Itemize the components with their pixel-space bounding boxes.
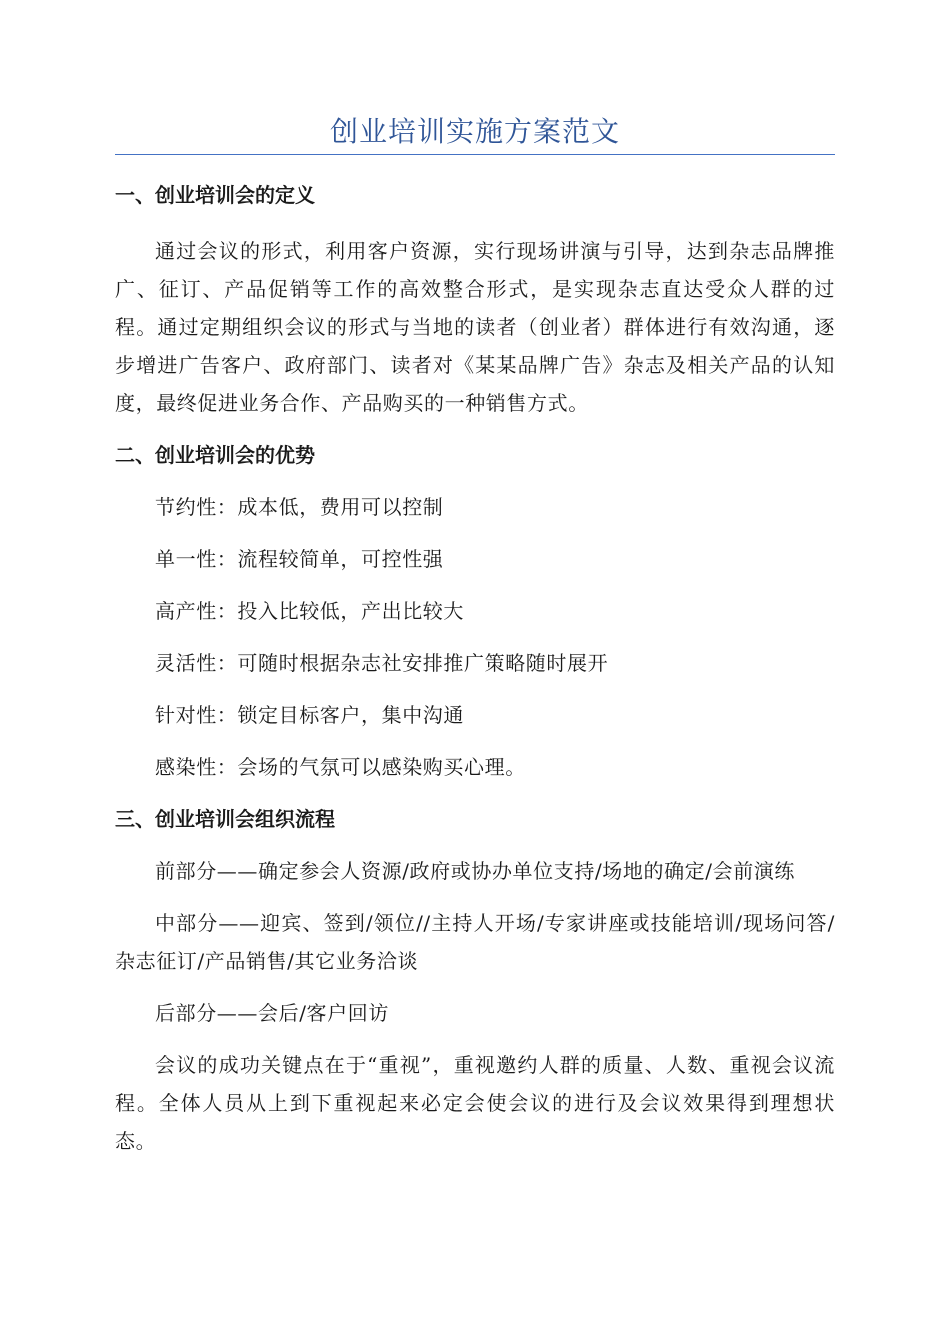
title-underline (115, 154, 835, 155)
paragraph: 会议的成功关键点在于“重视”，重视邀约人群的质量、人数、重视会议流程。全体人员从上到下重视起来必定会使会议的进行及会议效果得到理想状态。 (115, 1053, 835, 1153)
document-title: 创业培训实施方案范文 (329, 115, 620, 148)
paragraph: 灵活性：可随时根据杂志社安排推广策略随时展开 (155, 651, 609, 675)
section-heading-process: 三、创业培训会组织流程 (115, 807, 335, 831)
paragraph: 通过会议的形式，利用客户资源，实行现场讲演与引导，达到杂志品牌推广、征订、产品促销等工作的高效整合形式，是实现杂志直达受众人群的过程。通过定期组织会议的形式与当地的读者（创业者）群体进行有效沟通，逐步增进广告客户、政府部门、读者对《某某品牌广告》杂志及相关产品的认知度，最终促进业务合作、产品购买的一种销售方式。 (115, 239, 835, 415)
section-heading-definition: 一、创业培训会的定义 (115, 183, 315, 207)
section-heading-advantages: 二、创业培训会的优势 (115, 443, 315, 467)
paragraph: 针对性：锁定目标客户，集中沟通 (155, 703, 464, 727)
paragraph: 感染性：会场的气氛可以感染购买心理。 (155, 755, 526, 779)
paragraph: 后部分——会后/客户回访 (155, 1001, 389, 1025)
paragraph: 中部分——迎宾、签到/领位//主持人开场/专家讲座或技能培训/现场问答/杂志征订/产品销售/其它业务洽谈 (115, 911, 835, 973)
paragraph: 高产性：投入比较低，产出比较大 (155, 599, 464, 623)
document-body (115, 176, 835, 1160)
paragraph: 单一性：流程较简单，可控性强 (155, 547, 444, 571)
paragraph: 节约性：成本低，费用可以控制 (155, 495, 444, 519)
paragraph: 前部分——确定参会人资源/政府或协办单位支持/场地的确定/会前演练 (155, 859, 796, 883)
